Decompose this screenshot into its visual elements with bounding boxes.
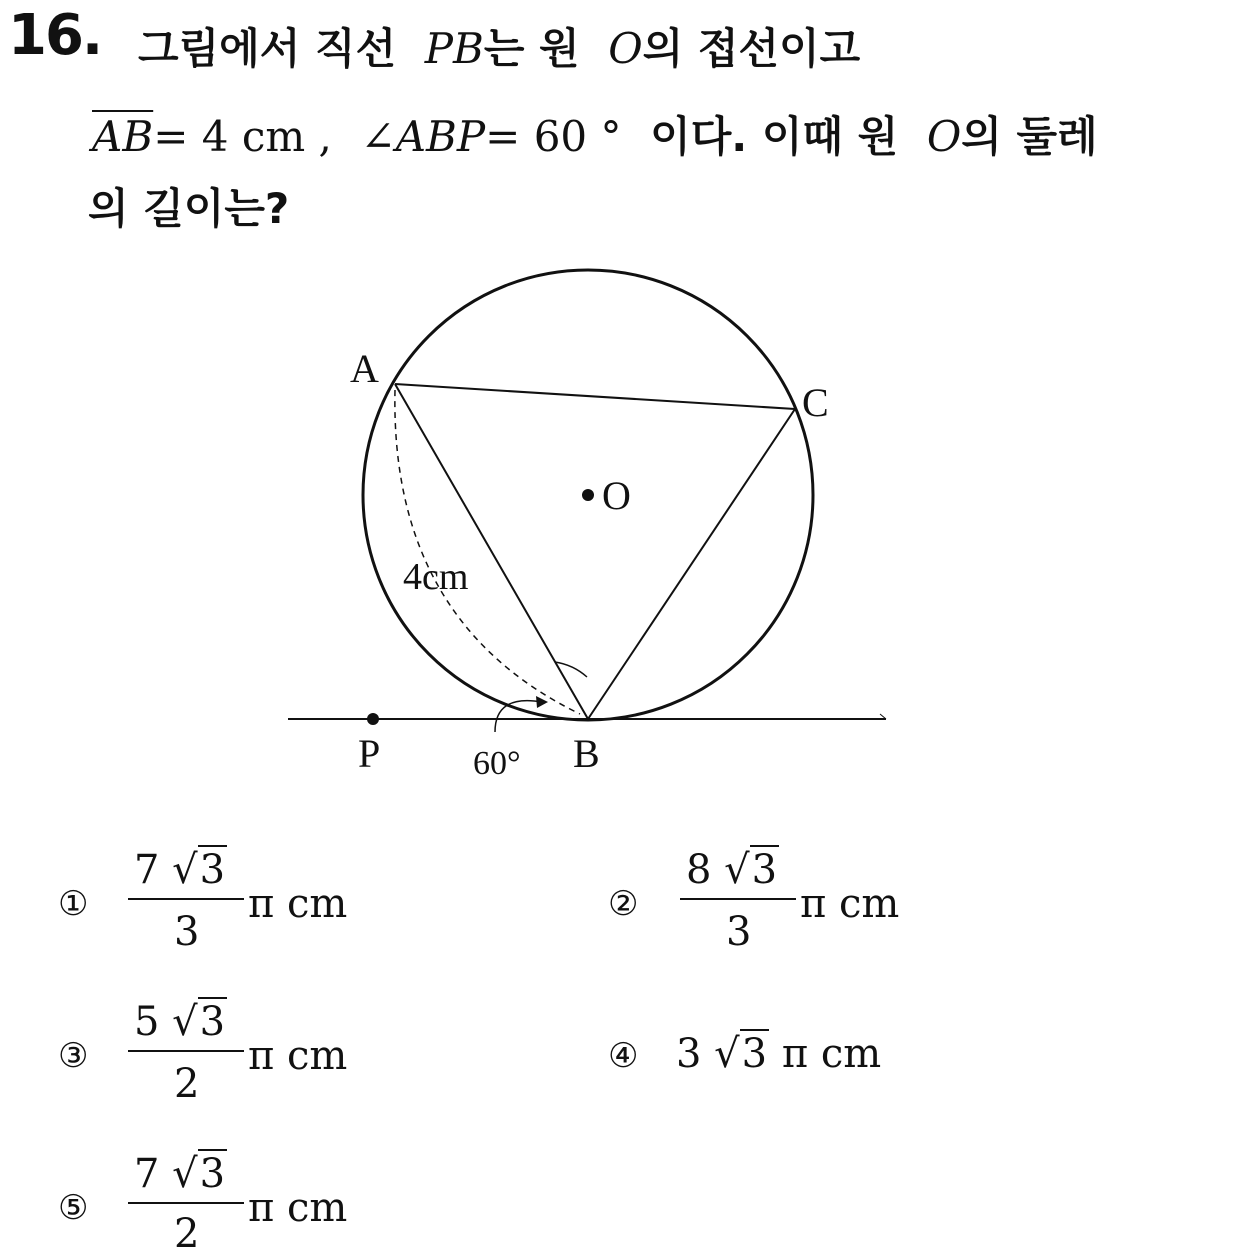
line2-o: O [926,112,962,161]
segment-ab-line [395,384,588,719]
label-p: P [358,731,381,776]
line1-end: 의 접선이고 [642,24,861,73]
option-3-numerator: 5 √3 [134,999,226,1045]
line1-pb: PB [424,24,484,73]
label-c: C [802,380,829,425]
option-2-fraction-bar [680,898,796,900]
label-o: O [602,473,631,518]
option-1-numerator: 7 √3 [134,847,226,893]
point-o [582,489,594,501]
segment-ab: $\overline{AB}$ [92,112,154,161]
geometry-figure [280,262,900,792]
option-2-numerator: 8 √3 [686,847,778,893]
label-a: A [350,346,379,391]
option-5-fraction-bar [128,1202,244,1204]
option-1-fraction-bar [128,898,244,900]
angle-abp: ∠ABP [360,112,486,161]
option-5-denominator: 2 [174,1211,200,1257]
option-4-marker: ④ [608,1036,639,1076]
option-1-marker: ① [58,884,89,924]
option-4-value: 3 √3 π cm [676,1031,882,1077]
label-b: B [573,731,600,776]
label-length: 4cm [403,556,469,598]
option-3-marker: ③ [58,1036,89,1076]
point-p [367,713,379,725]
option-1-denominator: 3 [174,909,200,955]
line1-text: 그림에서 직선 [138,24,397,73]
angle-arrowhead [536,696,548,708]
option-2-denominator: 3 [726,909,752,955]
option-5-numerator: 7 √3 [134,1151,226,1197]
segment-ac [395,384,795,409]
option-1-unit: π cm [248,881,348,927]
angle-arc-60 [495,701,542,732]
question-line-1 [138,24,861,73]
question-line-3: 의 길이는? [88,184,290,233]
option-2-marker: ② [608,884,639,924]
line2-end: 의 둘레 [961,112,1098,161]
option-5-marker: ⑤ [58,1188,89,1228]
option-3-fraction-bar [128,1050,244,1052]
line1-o: O [608,24,643,73]
segment-cb [588,409,795,719]
line2-eq1: = 4 cm , [153,112,332,161]
line1-mid: 는 원 [483,24,580,73]
option-3-unit: π cm [248,1033,348,1079]
option-2-unit: π cm [800,881,900,927]
length-dashed-arc [395,390,580,714]
line2-text: 이다. 이때 원 [650,112,899,161]
line2-eq2: = 60 ° [485,112,622,161]
option-3-denominator: 2 [174,1061,200,1107]
label-angle: 60° [473,745,521,782]
question-number: 16. [8,3,102,68]
question-line-2 [92,112,1098,161]
option-5-unit: π cm [248,1185,348,1231]
